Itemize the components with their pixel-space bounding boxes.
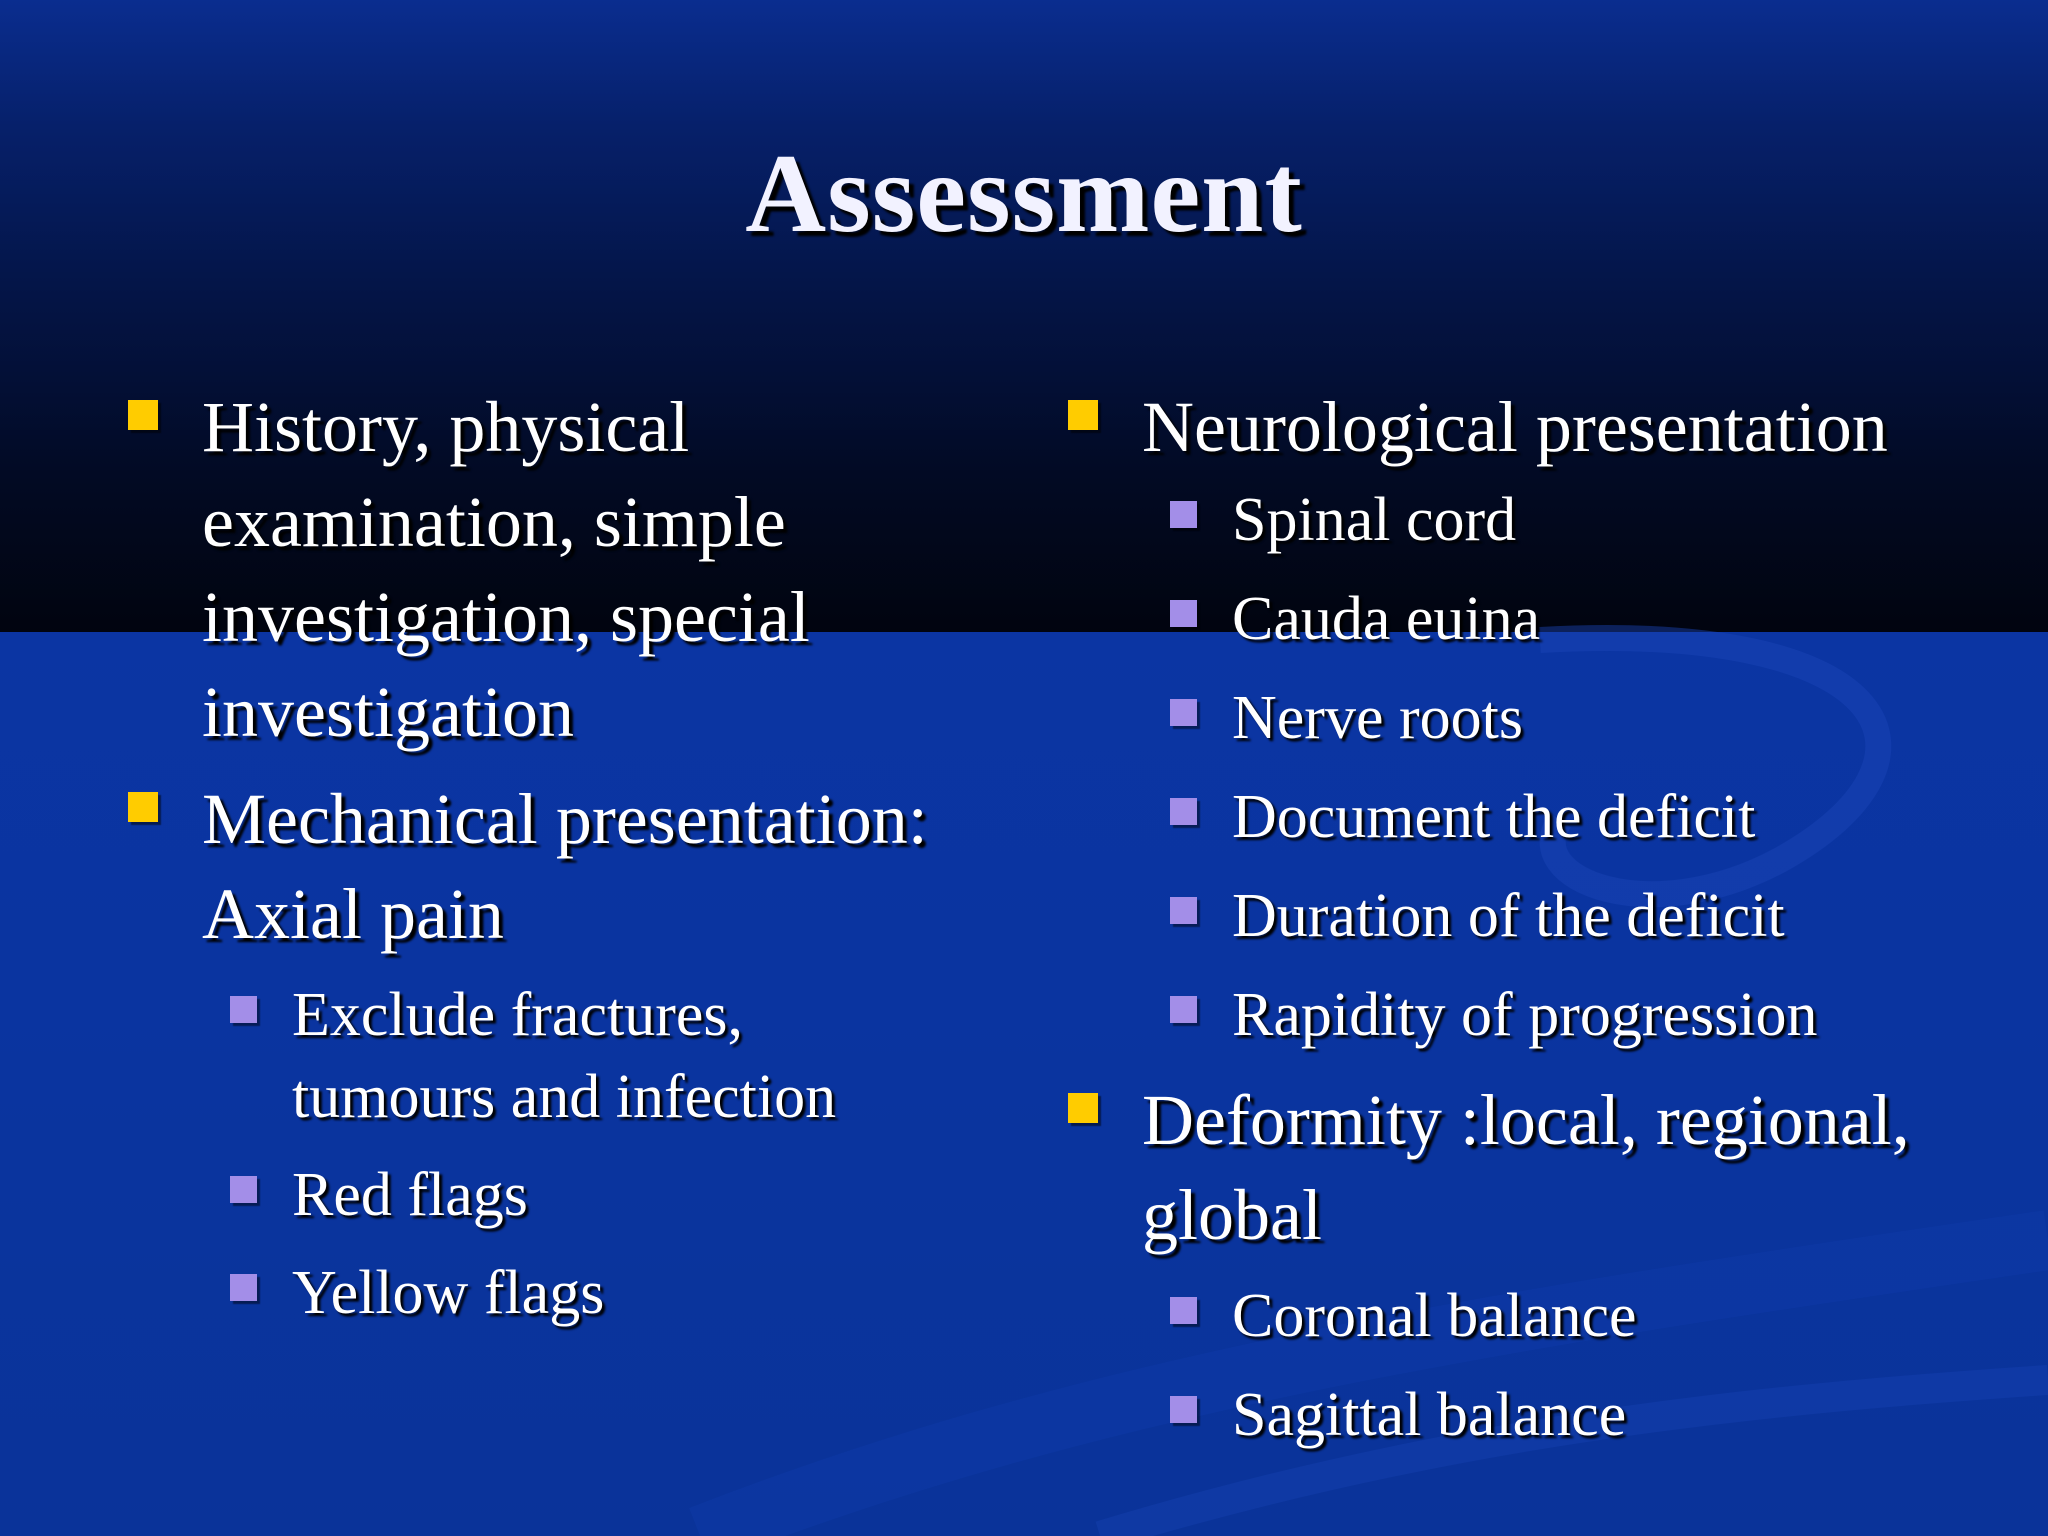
sub-bullet-line: Sagittal balance bbox=[1232, 1381, 1627, 1449]
square-sub-bullet-icon bbox=[1170, 501, 1197, 528]
bullet-item-neurological bbox=[1060, 380, 2020, 475]
bullet-line: investigation, special bbox=[202, 577, 810, 657]
sub-bullet-line: Nerve roots bbox=[1232, 684, 1523, 752]
bullet-line: Deformity :local, regional, bbox=[1142, 1080, 1910, 1160]
square-sub-bullet-icon bbox=[1170, 996, 1197, 1023]
sub-bullet-line: tumours and infection bbox=[292, 1063, 837, 1131]
sub-bullet-item-rapidity bbox=[1060, 974, 2020, 1056]
bullet-line: Neurological presentation bbox=[1142, 387, 1888, 467]
sub-bullet-line: Exclude fractures, bbox=[292, 981, 743, 1049]
sub-bullet-line: Duration of the deficit bbox=[1232, 882, 1785, 950]
square-bullet-icon bbox=[1068, 400, 1098, 430]
sub-bullet-line: Yellow flags bbox=[292, 1259, 605, 1327]
sub-bullet-item-nerve-roots bbox=[1060, 677, 2020, 759]
sub-bullet-line: Red flags bbox=[292, 1161, 528, 1229]
sub-bullet-line: Rapidity of progression bbox=[1232, 981, 1818, 1049]
sub-bullet-item-exclude bbox=[120, 974, 1000, 1138]
sub-bullet-item-yellow-flags bbox=[120, 1252, 1000, 1334]
sub-bullet-item-spinal-cord bbox=[1060, 479, 2020, 561]
sub-bullet-line: Document the deficit bbox=[1232, 783, 1756, 851]
bullet-line: Axial pain bbox=[202, 874, 504, 954]
sub-bullet-item-red-flags bbox=[120, 1154, 1000, 1236]
sub-bullet-item-document bbox=[1060, 776, 2020, 858]
square-sub-bullet-icon bbox=[1170, 798, 1197, 825]
sub-bullet-item-sagittal bbox=[1060, 1374, 2020, 1456]
sub-bullet-line: Spinal cord bbox=[1232, 486, 1517, 554]
square-bullet-icon bbox=[128, 400, 158, 430]
bullet-line: Mechanical presentation: bbox=[202, 779, 928, 859]
bullet-line: investigation bbox=[202, 672, 574, 752]
square-sub-bullet-icon bbox=[230, 996, 257, 1023]
bullet-line: global bbox=[1142, 1175, 1322, 1255]
bullet-item-history bbox=[120, 380, 1000, 760]
sub-bullet-item-duration bbox=[1060, 875, 2020, 957]
bullet-line: examination, simple bbox=[202, 482, 786, 562]
square-sub-bullet-icon bbox=[1170, 897, 1197, 924]
sub-bullet-item-coronal bbox=[1060, 1275, 2020, 1357]
bullet-item-deformity bbox=[1060, 1073, 2020, 1263]
square-sub-bullet-icon bbox=[1170, 1297, 1197, 1324]
square-sub-bullet-icon bbox=[230, 1176, 257, 1203]
square-sub-bullet-icon bbox=[1170, 600, 1197, 627]
square-sub-bullet-icon bbox=[1170, 1396, 1197, 1423]
square-bullet-icon bbox=[1068, 1093, 1098, 1123]
sub-bullet-line: Coronal balance bbox=[1232, 1282, 1637, 1350]
sub-bullet-item-cauda bbox=[1060, 578, 2020, 660]
mechanical-subitems bbox=[120, 974, 1000, 1334]
sub-bullet-line: Cauda euina bbox=[1232, 585, 1541, 653]
slide-title: Assessment bbox=[745, 132, 1303, 256]
square-sub-bullet-icon bbox=[230, 1274, 257, 1301]
square-bullet-icon bbox=[128, 792, 158, 822]
bullet-line: History, physical bbox=[202, 387, 690, 467]
square-sub-bullet-icon bbox=[1170, 699, 1197, 726]
right-column bbox=[1060, 380, 2020, 1473]
bullet-item-mechanical bbox=[120, 772, 1000, 962]
left-column bbox=[120, 380, 1000, 1350]
